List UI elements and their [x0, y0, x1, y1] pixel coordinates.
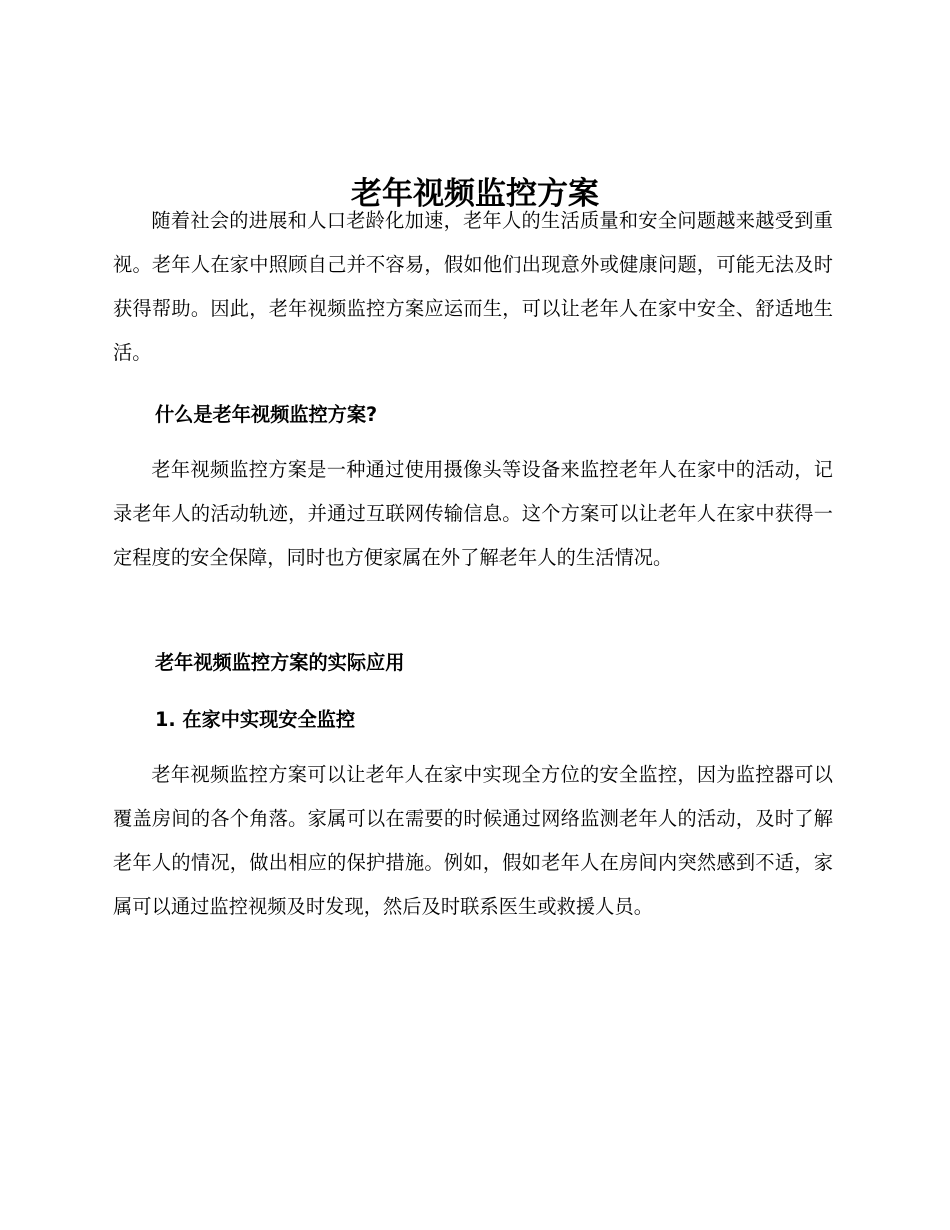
definition-paragraph: 老年视频监控方案是一种通过使用摄像头等设备来监控老年人在家中的活动，记录老年人的活动轨迹，并通过互联网传输信息。这个方案可以让老年人在家中获得一定程度的安全保障，同时也方便家属在外了解老年人的生活情况。: [113, 458, 833, 569]
document-title: 老年视频监控方案: [351, 175, 599, 212]
subsection-heading-home-safety: 1. 在家中实现安全监控: [155, 708, 356, 731]
section-heading-applications: 老年视频监控方案的实际应用: [155, 651, 405, 674]
intro-paragraph: 随着社会的进展和人口老龄化加速，老年人的生活质量和安全问题越来越受到重视。老年人在家中照顾自己并不容易，假如他们出现意外或健康问题，可能无法及时获得帮助。因此，老年视频监控方案应运而生，可以让老年人在家中安全、舒适地生活。: [113, 209, 833, 364]
home-safety-paragraph: 老年视频监控方案可以让老年人在家中实现全方位的安全监控，因为监控器可以覆盖房间的各个角落。家属可以在需要的时候通过网络监测老年人的活动，及时了解老年人的情况，做出相应的保护措施。例如，假如老年人在房间内突然感到不适，家属可以通过监控视频及时发现，然后及时联系医生或救援人员。: [113, 763, 833, 918]
section-heading-what-is: 什么是老年视频监控方案?: [155, 403, 378, 426]
